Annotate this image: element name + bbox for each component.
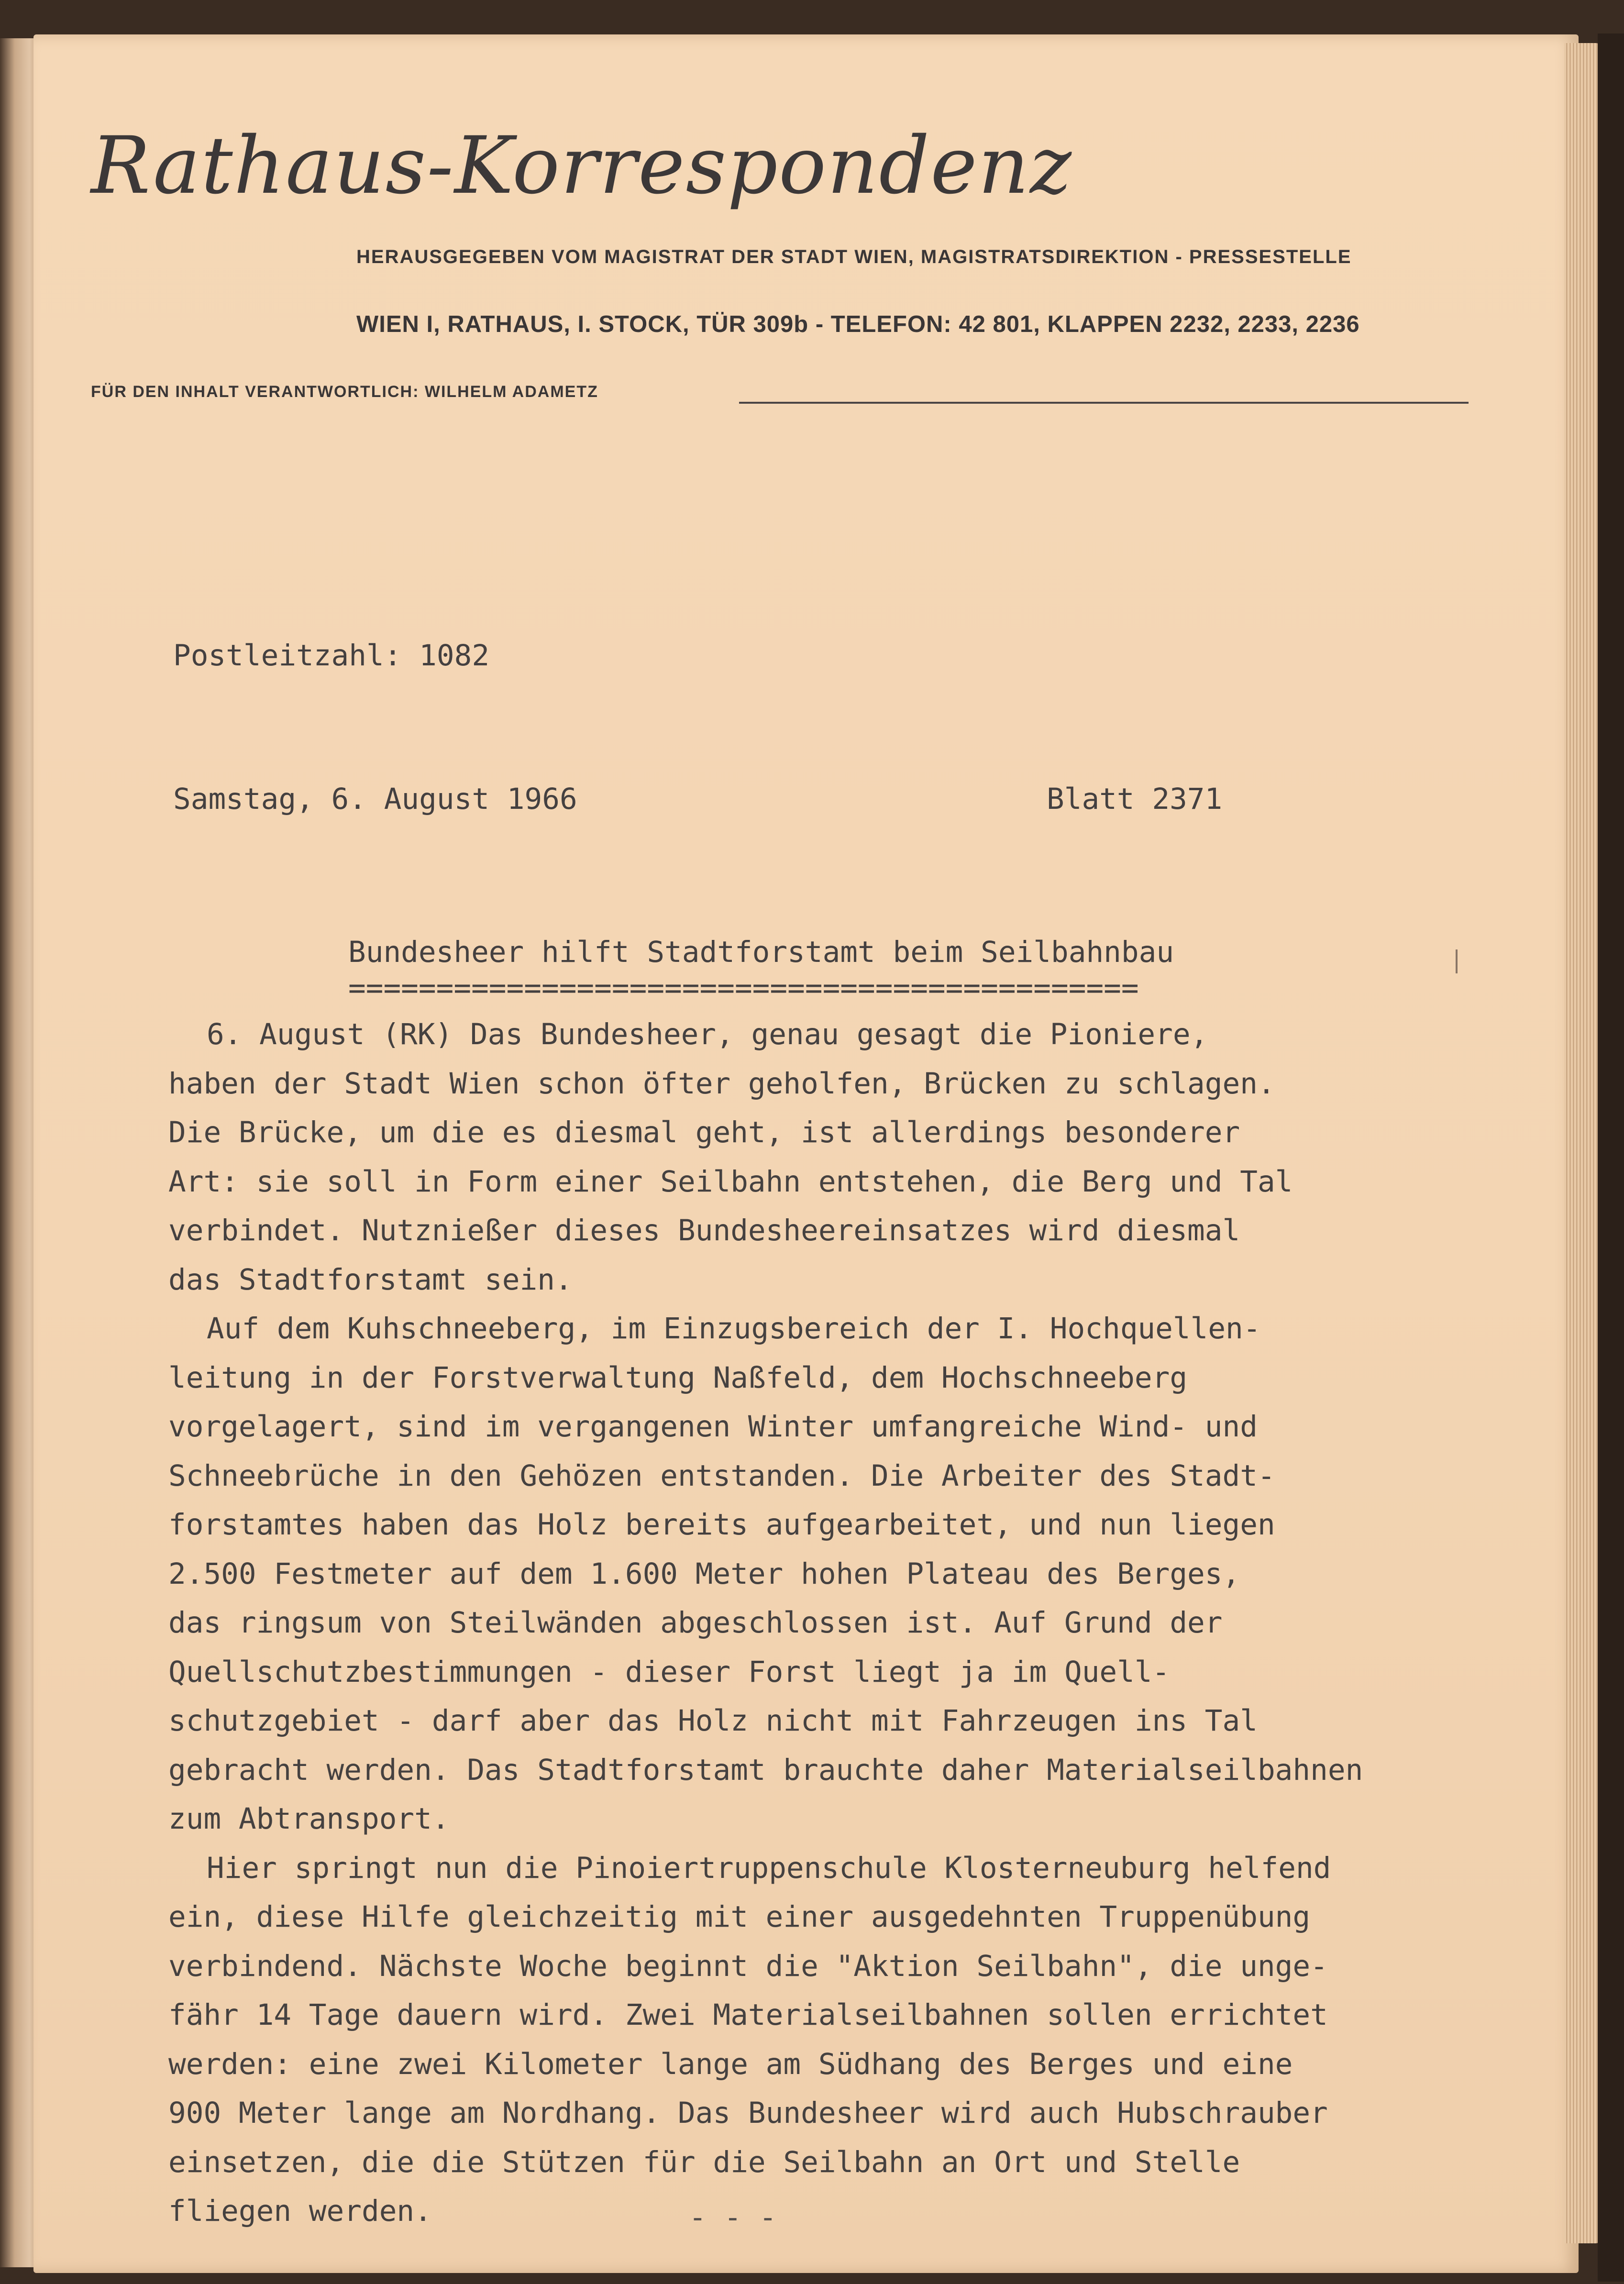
date-line: Samstag, 6. August 1966 — [173, 782, 577, 816]
body-line: 6. August (RK) Das Bundesheer, genau gesagt die Pioniere, — [207, 1017, 1208, 1051]
address-line: WIEN I, RATHAUS, I. STOCK, TÜR 309b - TELEFON: 42 801, KLAPPEN 2232, 2233, 2236 — [356, 311, 1360, 337]
body-line: 2.500 Festmeter auf dem 1.600 Meter hohen Plateau des Berges, — [168, 1556, 1240, 1591]
body-line: Hier springt nun die Pinoiertruppenschule Klosterneuburg helfend — [207, 1851, 1331, 1885]
article-body — [168, 1010, 1532, 2236]
body-line: 900 Meter lange am Nordhang. Das Bundesheer wird auch Hubschrauber — [168, 2096, 1328, 2130]
publisher-line: HERAUSGEGEBEN VOM MAGISTRAT DER STADT WIEN, MAGISTRATSDIREKTION - PRESSESTELLE — [356, 246, 1352, 267]
body-line: werden: eine zwei Kilometer lange am Südhang des Berges und eine — [168, 2047, 1293, 2081]
body-line: haben der Stadt Wien schon öfter geholfen, Brücken zu schlagen. — [168, 1066, 1275, 1101]
body-line: Quellschutzbestimmungen - dieser Forst liegt ja im Quell- — [168, 1655, 1170, 1689]
body-line: fähr 14 Tage dauern wird. Zwei Materialseilbahnen sollen errichtet — [168, 1998, 1328, 2032]
sheet-number: Blatt 2371 — [1047, 782, 1223, 816]
paragraph-3 — [168, 1844, 1532, 2236]
article-title: Bundesheer hilft Stadtforstamt beim Seilbahnbau — [348, 935, 1174, 969]
body-line: Auf dem Kuhschneeberg, im Einzugsbereich der I. Hochquellen- — [207, 1312, 1261, 1346]
body-line: das ringsum von Steilwänden abgeschlossen ist. Auf Grund der — [168, 1606, 1223, 1640]
body-line: das Stadtforstamt sein. — [168, 1262, 573, 1297]
postal-code: Postleitzahl: 1082 — [173, 639, 490, 673]
body-line: einsetzen, die die Stützen für die Seilbahn an Ort und Stelle — [168, 2145, 1240, 2179]
body-line: gebracht werden. Das Stadtforstamt brauchte daher Materialseilbahnen — [168, 1753, 1363, 1787]
body-line: schutzgebiet - darf aber das Holz nicht mit Fahrzeugen ins Tal — [168, 1704, 1258, 1738]
paragraph-1 — [168, 1010, 1532, 1304]
body-line: leitung in der Forstverwaltung Naßfeld, dem Hochschneeberg — [168, 1360, 1188, 1395]
body-line: Art: sie soll in Form einer Seilbahn entstehen, die Berg und Tal — [168, 1164, 1293, 1199]
binding-cover — [1598, 33, 1624, 2282]
body-line: Die Brücke, um die es diesmal geht, ist allerdings besonderer — [168, 1115, 1240, 1149]
title-underline: ============================================= — [348, 971, 1139, 1005]
continuation-mark: - - - — [689, 2200, 777, 2234]
body-line: ein, diese Hilfe gleichzeitig mit einer ausgedehnten Truppenübung — [168, 1900, 1311, 1934]
body-line: forstamtes haben das Holz bereits aufgearbeitet, und nun liegen — [168, 1508, 1275, 1542]
responsible-line: FÜR DEN INHALT VERANTWORTLICH: WILHELM ADAMETZ — [91, 383, 598, 401]
body-line: Schneebrüche in den Gehözen entstanden. Die Arbeiter des Stadt- — [168, 1458, 1275, 1493]
body-line: vorgelagert, sind im vergangenen Winter umfangreiche Wind- und — [168, 1410, 1258, 1444]
body-line: verbindend. Nächste Woche beginnt die "Aktion Seilbahn", die unge- — [168, 1949, 1328, 1983]
paragraph-2 — [168, 1304, 1532, 1844]
body-line: zum Abtransport. — [168, 1802, 450, 1836]
body-line: fliegen werden. — [168, 2194, 432, 2228]
masthead-title: Rathaus-Korrespondenz — [91, 120, 1072, 211]
body-line: verbindet. Nutznießer dieses Bundesheereinsatzes wird diesmal — [168, 1214, 1240, 1247]
responsible-underline — [739, 402, 1469, 404]
margin-mark — [1456, 949, 1458, 973]
page-stack-edge — [1564, 43, 1602, 2243]
